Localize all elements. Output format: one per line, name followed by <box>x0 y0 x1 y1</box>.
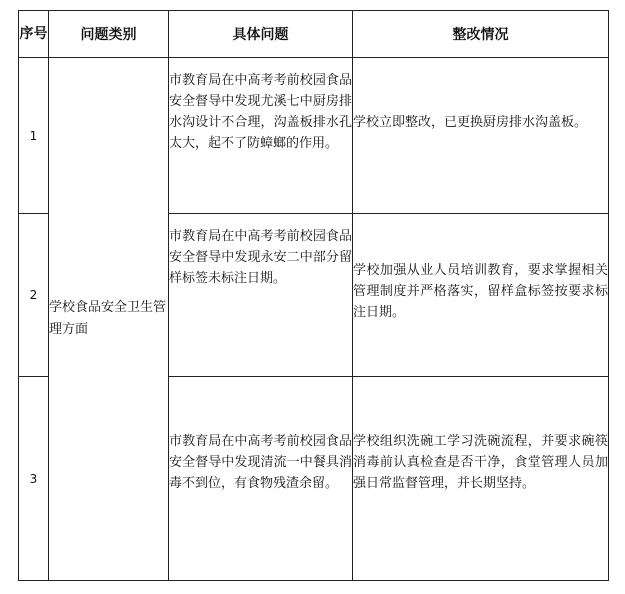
issue-text: 市教育局在中高考考前校园食品安全督导中发现尤溪七中厨房排水沟设计不合理，沟盖板排水孔太大，起不了防蟑螂的作用。 <box>169 73 352 151</box>
header-seq: 序号 <box>19 11 49 58</box>
header-issue: 具体问题 <box>169 11 353 58</box>
table-row <box>19 58 609 214</box>
issue-cell <box>169 377 353 581</box>
row-number: 1 <box>19 58 49 214</box>
header-rectification: 整改情况 <box>353 11 609 58</box>
rectification-cell <box>353 58 609 214</box>
rectification-table <box>18 10 609 581</box>
issue-text: 市教育局在中高考考前校园食品安全督导中发现清流一中餐具消毒不到位，有食物残渣余留。 <box>169 434 352 491</box>
rectification-text: 学校加强从业人员培训教育，要求掌握相关管理制度并严格落实，留样盒标签按要求标注日期。 <box>353 263 608 320</box>
issue-cell <box>169 214 353 377</box>
row-number: 3 <box>19 377 49 581</box>
category-cell: 学校食品安全卫生管理方面 <box>49 58 169 581</box>
rectification-cell <box>353 377 609 581</box>
issue-text: 市教育局在中高考考前校园食品安全督导中发现永安二中部分留样标签未标注日期。 <box>169 229 352 286</box>
header-category: 问题类别 <box>49 11 169 58</box>
rectification-text: 学校组织洗碗工学习洗碗流程，并要求碗筷消毒前认真检查是否干净，食堂管理人员加强日常监督管理，并长期坚持。 <box>353 434 608 491</box>
header-row <box>19 11 609 58</box>
rectification-cell <box>353 214 609 377</box>
row-number: 2 <box>19 214 49 377</box>
rectification-text: 学校立即整改，已更换厨房排水沟盖板。 <box>353 115 588 130</box>
issue-cell <box>169 58 353 214</box>
